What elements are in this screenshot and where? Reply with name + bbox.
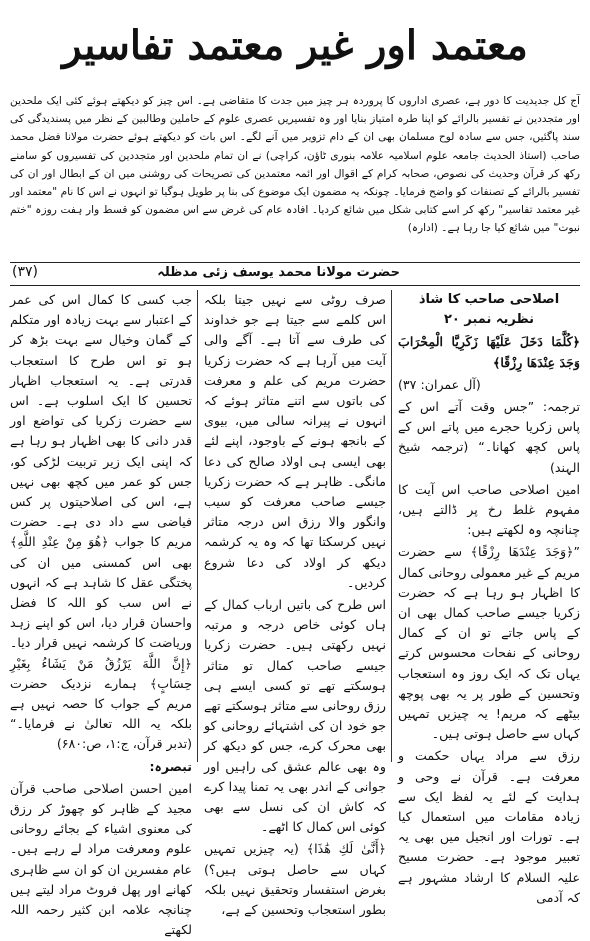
editorial-intro xyxy=(10,92,580,238)
body-paragraph: ”﴿وَجَدَ عِنْدَهَا رِزْقًا﴾ سے حضرت مریم کے غیر معمولی روحانی کمال کا اظہار ہو رہا ہے کہ حضرت زکریا جیسے صاحب کمال بھی ان کے پاس جاتے تو ان کے کمال روحانی کے نفحات محسوس کرتے یہاں تک کہ ایک روز وہ استعجاب وتحسین کے طور پر یہ بھی پوچھ بیٹھے کہ مریم! یہ چیزیں تمہیں کہاں سے حاصل ہوتی ہیں۔ xyxy=(398,544,580,742)
body-paragraph: جب کسی کا کمال اس کی عمر کے اعتبار سے بہت زیادہ اور متکلم کے گمان وخیال سے بہت بڑھ کر ہو تو اس طرح کا استعجاب قدرتی ہے۔ یہ استعجاب اظہار تحسین کا ایک اسلوب ہے۔ اس سے حضرت زکریا کی تواضع اور قدر دانی کا بھی اظہار ہو رہا ہے کہ اپنی ایک زیر تربیت لڑکی کو، جس کو عمر میں کچھ بھی نہیں ہے، اس کی اصلاحیتوں پر کس فیاضی سے داد دی ہے۔ حضرت مریم کا جواب ﴿هُوَ مِنْ عِنْدِ اللَّهِ﴾ بھی اس کمسنی میں ان کی پختگی عقل کا شاہد ہے کہ انہوں نے اس سب کو اللہ کا فضل واحسان قرار دیا، اس کو اپنے زہد وریاضت کا کرشمہ نہیں قرار دیا۔ ﴿إِنَّ اللَّهَ يَرْزُقُ مَنْ يَشَاءُ بِغَيْرِ حِسَابٍ﴾ ہمارے نزدیک حضرت مریم کے جواب کا حصہ نہیں ہے بلکہ یہ اللہ تعالیٰ نے فرمایا۔“ (تدبر قرآن، ج:۱، ص:۶۸۰) xyxy=(10,292,192,752)
column-right xyxy=(398,290,580,905)
column-left xyxy=(10,290,192,938)
column-middle xyxy=(204,290,386,918)
translation-paragraph: ترجمہ: ”جس وقت آتے اس کے پاس زکریا حجرے میں پاتے اس کے پاس کچھ کھانا۔“ (ترجمہ شیخ الہند) xyxy=(398,399,580,475)
byline-bar xyxy=(10,262,580,286)
author-name: حضرت مولانا محمد یوسف زئی مدظلہ xyxy=(157,265,400,280)
body-paragraph: ﴿أَنَّىٰ لَكِ هَٰذَا﴾ (یہ چیزیں تمہیں کہاں سے حاصل ہوتی ہیں؟) بغرض استفسار وتحقیق نہیں بلکہ بطور استعجاب وتحسین کے ہے، xyxy=(204,841,386,918)
body-paragraph: صرف روٹی سے نہیں جیتا بلکہ اس کلمے سے جیتا ہے جو خداوند کی طرف سے آتا ہے۔ آگے والی آیت میں آرہا ہے کہ حضرت زکریا حضرت مریم کی علم و معرفت کی باتوں سے اتنے متاثر ہوئے کہ انہوں نے پیرانہ سالی میں، بیوی کے بانجھ ہونے کے باوجود، اپنے لئے بھی ایسی ہی اولاد صالح کی دعا مانگی۔ ظاہر ہے کہ حضرت زکریا جیسے صاحب معرفت کو سیب وانگور والا رزق اس درجہ متاثر نہیں کرسکتا تھا کہ وہ یہ کرشمہ دیکھ کر اولاد کی دعا شروع کردیں۔ xyxy=(204,292,386,590)
body-paragraph: امین اصلاحی صاحب اس آیت کا مفہوم غلط رخ پر ڈالتے ہیں، چنانچہ وہ لکھتے ہیں: xyxy=(398,481,580,538)
commentary-heading: تبصرہ: xyxy=(149,758,192,774)
body-paragraph: رزق سے مراد یہاں حکمت و معرفت ہے۔ قرآن نے وحی و ہدایت کے لئے یہ لفظ ایک سے زیادہ مقامات میں استعمال کیا ہے۔ تورات اور انجیل میں بھی یہ تعبیر موجود ہے۔ حضرت مسیح علیہ السلام کا ارشاد مشہور ہے کہ آدمی xyxy=(398,748,580,905)
body-paragraph: امین احسن اصلاحی صاحب قرآن مجید کے ظاہر کو چھوڑ کر رزق کی معنوی اشیاء کے بجائے روحانی علوم ومعرفت مراد لے رہے ہیں۔ عام مفسرین ان کو ان سے ظاہری کھانے اور پھل فروٹ مراد لیتے ہیں چنانچہ علامہ ابن کثیر رحمہ اللہ لکھتے xyxy=(10,780,192,938)
column-divider xyxy=(391,290,392,762)
article-columns xyxy=(10,290,580,938)
intro-paragraph: آج کل جدیدیت کا دور ہے، عصری اداروں کا پروردہ ہر چیز میں جدت کا متقاضی ہے۔ اس چیز کو دیکھتے ہوئے کئی ایک ملحدین اور متجددین نے تفسیر بالرائے کو اپنا طرہ امتیاز بنایا اور وہ تفسیریں عصری علوم کے حاملین وطالبین کے نظر میں پسندیدگی کی سند پاگئیں، جس سے سادہ لوح مسلمان بھی ان کے دام تزویر میں آنے لگے۔ اس بات کو دیکھتے ہوئے حضرت مولانا فضل محمد صاحب (استاذ الحدیث جامعہ علوم اسلامیہ علامہ بنوری ٹاؤن، کراچی) نے ان تمام ملحدین اور متجددین کی تفسیروں کو سامنے رکھ کر قرآن وحدیث کی نصوص، صحابہ کرام کے اقوال اور ائمہ معتمدین کی تصریحات کی روشنی میں ان کے ابطال اور ان کی تفسیر بالرائے کے تصنفات کو واضح فرمایا۔ چونکہ یہ مضمون ایک موضوع کی بنا پر طویل ہوگیا تو انہوں نے اس کا نام "معتمد اور غیر معتمد تفاسیر" رکھ کر اسے کتابی شکل میں شائع کردیا۔ افادہ عام کی غرض سے اس مضمون کو قسط وار ہفت روزہ "ختم نبوت" میں شائع کیا جا رہا ہے۔ (ادارہ) xyxy=(10,95,580,235)
page-title: معتمد اور غیر معتمد تفاسیر xyxy=(62,22,528,69)
installment-number: (۳۷) xyxy=(12,264,38,280)
verse-reference: (آل عمران: ۳۷) xyxy=(398,376,481,392)
column-divider xyxy=(197,290,198,762)
body-paragraph: اس طرح کی باتیں ارباب کمال کے ہاں کوئی خاص درجہ و مرتبہ نہیں رکھتی ہیں۔ حضرت زکریا جیسے صاحب کمال تو متاثر ہوسکتے تھے تو کسی ایسے ہی رزق روحانی سے متاثر ہوسکتے تھے جو خود ان کی اشتہائے روحانی کو بھی محرک کرے، جس کو دیکھ کر وہ بھی عالم عشق کی راہیں اور جوانی کے اندر بھی یہ تمنا پیدا کرے کہ کاش ان کی نسل سے بھی کوئی اس کمال کا اٹھے۔ xyxy=(204,597,386,835)
section-subhead: اصلاحی صاحب کا شاذ نظریہ نمبر ۲۰ xyxy=(418,292,560,328)
quran-verse: ﴿كُلَّمَا دَخَلَ عَلَيْهَا زَكَرِيَّا الْمِحْرَابَ وَجَدَ عِنْدَهَا رِزْقًا﴾ xyxy=(398,334,580,370)
